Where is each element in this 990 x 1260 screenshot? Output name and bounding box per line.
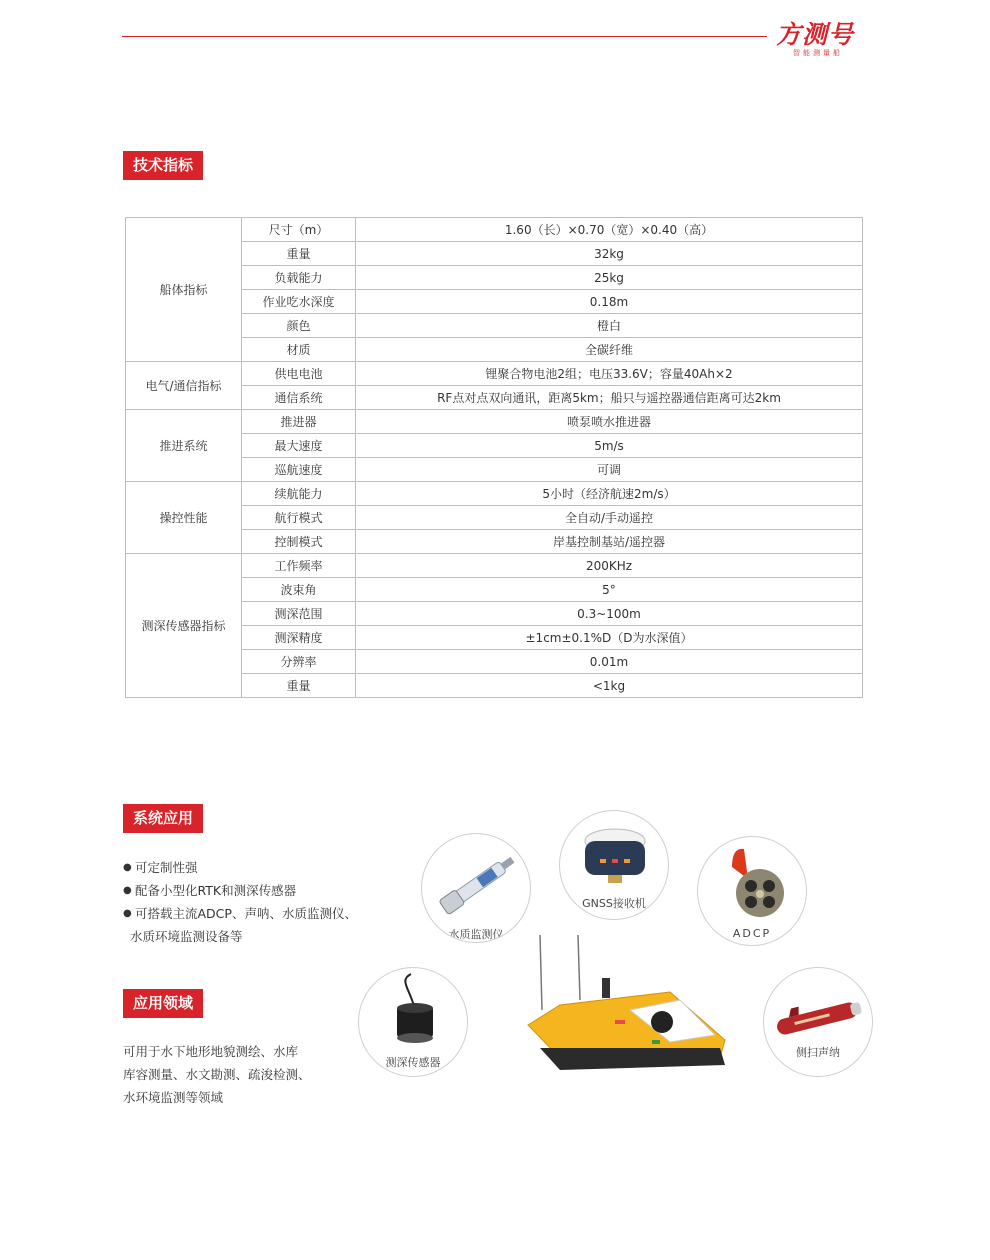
spec-value-cell: 1.60（长）×0.70（宽）×0.40（高） (356, 218, 863, 242)
spec-param-cell: 推进器 (242, 410, 356, 434)
depth-sensor-figure (358, 967, 468, 1077)
spec-value-cell: 5小时（经济航速2m/s） (356, 482, 863, 506)
spec-param-cell: 重量 (242, 242, 356, 266)
spec-param-cell: 负载能力 (242, 266, 356, 290)
spec-value-cell: 可调 (356, 458, 863, 482)
spec-param-cell: 控制模式 (242, 530, 356, 554)
spec-param-cell: 作业吃水深度 (242, 290, 356, 314)
spec-group-cell: 电气/通信指标 (126, 362, 242, 410)
list-item: ● 可定制性强 (123, 856, 383, 879)
table-row (126, 410, 863, 434)
spec-value-cell: 25kg (356, 266, 863, 290)
table-row (126, 554, 863, 578)
spec-value-cell: 喷泵喷水推进器 (356, 410, 863, 434)
sidescan-label: 侧扫声纳 (796, 1046, 840, 1059)
adcp-label: ADCP (732, 927, 772, 940)
bullet-icon: ● (123, 885, 132, 896)
spec-param-cell: 测深范围 (242, 602, 356, 626)
survey-boat-illustration (520, 930, 740, 1080)
sidescan-sonar-icon (764, 968, 873, 1077)
logo-text: 方测号 (776, 20, 855, 49)
spec-value-cell: 0.18m (356, 290, 863, 314)
header-rule (122, 36, 767, 37)
bullet-icon: ● (123, 908, 132, 919)
spec-value-cell: 锂聚合物电池2组；电压33.6V；容量40Ah×2 (356, 362, 863, 386)
spec-param-cell: 分辨率 (242, 650, 356, 674)
spec-value-cell: 5m/s (356, 434, 863, 458)
list-item-continuation: 水质环境监测设备等 (130, 929, 243, 944)
table-row (126, 362, 863, 386)
spec-param-cell: 尺寸（m） (242, 218, 356, 242)
spec-value-cell: <1kg (356, 674, 863, 698)
spec-value-cell: 橙白 (356, 314, 863, 338)
gnss-receiver-figure (559, 810, 669, 920)
spec-param-cell: 材质 (242, 338, 356, 362)
spec-param-cell: 重量 (242, 674, 356, 698)
spec-param-cell: 最大速度 (242, 434, 356, 458)
table-row (126, 218, 863, 242)
list-item: ● 配备小型化RTK和测深传感器 (123, 879, 383, 902)
spec-param-cell: 通信系统 (242, 386, 356, 410)
spec-value-cell: 0.3~100m (356, 602, 863, 626)
specs-table (125, 217, 863, 698)
logo-subtitle: 智能测量船 (793, 49, 843, 57)
water-quality-label: 水质监测仪 (448, 928, 504, 941)
spec-value-cell: 岸基控制基站/遥控器 (356, 530, 863, 554)
spec-value-cell: ±1cm±0.1%D（D为水深值） (356, 626, 863, 650)
field-description: 可用于水下地形地貌测绘、水库 库容测量、水文勘测、疏浚检测、 水环境监测等领域 (123, 1044, 311, 1105)
field-section-title: 应用领域 (123, 989, 203, 1018)
water-quality-monitor-figure (421, 833, 531, 943)
application-list (123, 856, 383, 948)
table-row (126, 482, 863, 506)
spec-value-cell: 5° (356, 578, 863, 602)
spec-param-cell: 波束角 (242, 578, 356, 602)
specs-section-title: 技术指标 (123, 151, 203, 180)
spec-param-cell: 航行模式 (242, 506, 356, 530)
application-section-title: 系统应用 (123, 804, 203, 833)
spec-value-cell: 全自动/手动遥控 (356, 506, 863, 530)
spec-param-cell: 供电电池 (242, 362, 356, 386)
spec-value-cell: 全碳纤维 (356, 338, 863, 362)
spec-param-cell: 工作频率 (242, 554, 356, 578)
spec-param-cell: 续航能力 (242, 482, 356, 506)
spec-value-cell: RF点对点双向通讯，距离5km；船只与遥控器通信距离可达2km (356, 386, 863, 410)
depth-sensor-label: 测深传感器 (385, 1056, 441, 1069)
spec-param-cell: 巡航速度 (242, 458, 356, 482)
gnss-label: GNSS接收机 (582, 897, 646, 910)
spec-param-cell: 颜色 (242, 314, 356, 338)
spec-group-cell: 船体指标 (126, 218, 242, 362)
brand-logo (776, 20, 866, 60)
spec-group-cell: 操控性能 (126, 482, 242, 554)
list-item: ● 可搭载主流ADCP、声呐、水质监测仪、 (123, 902, 383, 925)
spec-value-cell: 0.01m (356, 650, 863, 674)
bullet-icon: ● (123, 862, 132, 873)
spec-param-cell: 测深精度 (242, 626, 356, 650)
spec-value-cell: 200KHz (356, 554, 863, 578)
spec-value-cell: 32kg (356, 242, 863, 266)
spec-group-cell: 推进系统 (126, 410, 242, 482)
sidescan-sonar-figure (763, 967, 873, 1077)
spec-group-cell: 测深传感器指标 (126, 554, 242, 698)
